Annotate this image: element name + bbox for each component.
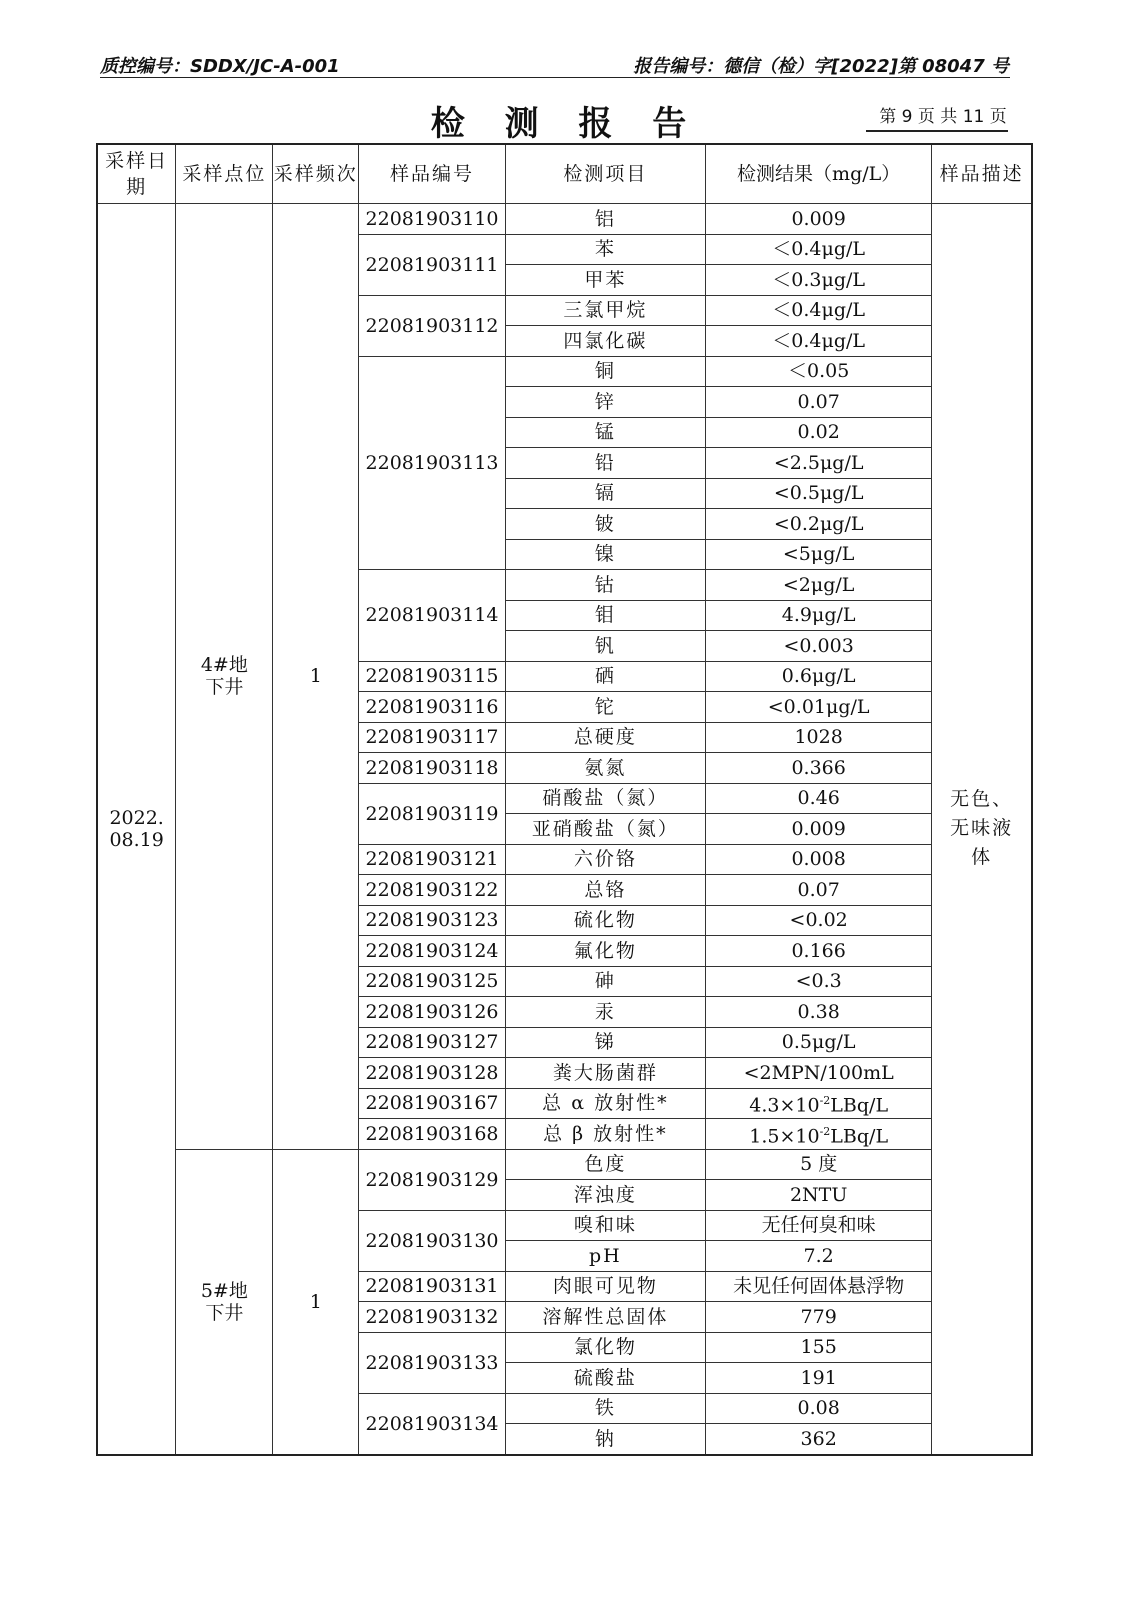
sample-id: 22081903119 [359, 783, 506, 844]
sampling-location: 4#地下井 [176, 204, 273, 1150]
test-result: <2μg/L [705, 570, 931, 601]
table-row [97, 204, 1032, 235]
test-result: ＜0.4μg/L [705, 295, 931, 326]
test-item: 氯化物 [505, 1332, 705, 1363]
test-item: 粪大肠菌群 [505, 1058, 705, 1089]
sample-id: 22081903111 [359, 234, 506, 295]
test-result: 2NTU [705, 1180, 931, 1211]
header-description: 样品描述 [932, 144, 1032, 204]
sample-id: 22081903123 [359, 905, 506, 936]
test-item: 铜 [505, 356, 705, 387]
test-item: 溶解性总固体 [505, 1302, 705, 1333]
test-result: 0.08 [705, 1393, 931, 1424]
test-result: ＜0.05 [705, 356, 931, 387]
test-item: 色度 [505, 1149, 705, 1180]
test-item: 肉眼可见物 [505, 1271, 705, 1302]
test-item: 硫酸盐 [505, 1363, 705, 1394]
sampling-frequency: 1 [273, 1149, 359, 1455]
test-result [705, 1119, 931, 1150]
sample-id: 22081903122 [359, 875, 506, 906]
test-item: 氨氮 [505, 753, 705, 784]
test-item: 硫化物 [505, 905, 705, 936]
sampling-location: 5#地下井 [176, 1149, 273, 1455]
sample-id: 22081903124 [359, 936, 506, 967]
page-title: 检 测 报 告 [430, 104, 701, 144]
page-indicator-underline [866, 130, 1008, 132]
test-result: 0.366 [705, 753, 931, 784]
sampling-date: 2022.08.19 [97, 204, 176, 1455]
test-result: 362 [705, 1424, 931, 1455]
header-date: 采样日期 [97, 144, 176, 204]
test-item: 砷 [505, 966, 705, 997]
header-divider [100, 77, 1010, 78]
sample-id: 22081903132 [359, 1302, 506, 1333]
test-item: 钒 [505, 631, 705, 662]
test-result: <0.5μg/L [705, 478, 931, 509]
result-base: 1.5×10 [749, 1124, 820, 1147]
test-result: 0.008 [705, 844, 931, 875]
test-result: <2MPN/100mL [705, 1058, 931, 1089]
test-result: 5 度 [705, 1149, 931, 1180]
test-result: 0.009 [705, 204, 931, 235]
test-item: 硒 [505, 661, 705, 692]
sample-id: 22081903167 [359, 1088, 506, 1119]
sample-id: 22081903121 [359, 844, 506, 875]
sample-id: 22081903116 [359, 692, 506, 723]
report-number: 报告编号：德信（检）字[2022]第 08047 号 [633, 56, 1009, 77]
sample-id: 22081903127 [359, 1027, 506, 1058]
test-item: 嗅和味 [505, 1210, 705, 1241]
table-header-row [97, 144, 1032, 204]
test-item: 钴 [505, 570, 705, 601]
page-indicator: 第 9 页 共 11 页 [879, 107, 1007, 127]
test-result: 0.166 [705, 936, 931, 967]
test-result: ＜0.4μg/L [705, 326, 931, 357]
sample-id: 22081903115 [359, 661, 506, 692]
test-item: 铅 [505, 448, 705, 479]
test-result: 无任何臭和味 [705, 1210, 931, 1241]
test-item: 锰 [505, 417, 705, 448]
test-item: 苯 [505, 234, 705, 265]
result-base: 4.3×10 [749, 1094, 820, 1117]
test-result [705, 1088, 931, 1119]
test-item: 铝 [505, 204, 705, 235]
test-item: 浑浊度 [505, 1180, 705, 1211]
sample-id: 22081903130 [359, 1210, 506, 1271]
test-item: 亚硝酸盐（氮） [505, 814, 705, 845]
header-item: 检测项目 [505, 144, 705, 204]
sample-id: 22081903126 [359, 997, 506, 1028]
sample-id: 22081903168 [359, 1119, 506, 1150]
test-result: <0.01μg/L [705, 692, 931, 723]
sample-id: 22081903125 [359, 966, 506, 997]
sample-id: 22081903114 [359, 570, 506, 662]
test-item: 镉 [505, 478, 705, 509]
test-result: 0.009 [705, 814, 931, 845]
test-result: 1028 [705, 722, 931, 753]
test-result: 779 [705, 1302, 931, 1333]
result-exponent: -2 [819, 1094, 831, 1108]
sample-id: 22081903118 [359, 753, 506, 784]
table-body [97, 204, 1032, 1455]
sample-id: 22081903133 [359, 1332, 506, 1393]
test-result: ＜0.3μg/L [705, 265, 931, 296]
test-item: 硝酸盐（氮） [505, 783, 705, 814]
test-item: 甲苯 [505, 265, 705, 296]
test-item: 钠 [505, 1424, 705, 1455]
result-exponent: -2 [819, 1124, 831, 1138]
test-result: <0.003 [705, 631, 931, 662]
sampling-frequency: 1 [273, 204, 359, 1150]
test-item: 镍 [505, 539, 705, 570]
test-result: <0.3 [705, 966, 931, 997]
test-item: 总硬度 [505, 722, 705, 753]
header-frequency: 采样频次 [273, 144, 359, 204]
sample-id: 22081903113 [359, 356, 506, 570]
sample-id: 22081903134 [359, 1393, 506, 1455]
header-result: 检测结果（mg/L） [705, 144, 931, 204]
test-item: 铁 [505, 1393, 705, 1424]
results-table [96, 143, 1033, 1456]
qc-number: 质控编号：SDDX/JC-A-001 [100, 56, 340, 77]
test-result: <5μg/L [705, 539, 931, 570]
sample-id: 22081903112 [359, 295, 506, 356]
test-item: 六价铬 [505, 844, 705, 875]
test-item: 总铬 [505, 875, 705, 906]
test-item: 总 β 放射性* [505, 1119, 705, 1150]
header-sample-id: 样品编号 [359, 144, 506, 204]
test-item: 氟化物 [505, 936, 705, 967]
test-result: <2.5μg/L [705, 448, 931, 479]
test-result: 0.6μg/L [705, 661, 931, 692]
test-item: 三氯甲烷 [505, 295, 705, 326]
test-item: 锑 [505, 1027, 705, 1058]
test-result: <0.2μg/L [705, 509, 931, 540]
result-unit: LBq/L [830, 1094, 889, 1117]
test-result: 155 [705, 1332, 931, 1363]
test-result: 未见任何固体悬浮物 [705, 1271, 931, 1302]
test-result: 0.07 [705, 875, 931, 906]
test-result: ＜0.4μg/L [705, 234, 931, 265]
sample-id: 22081903129 [359, 1149, 506, 1210]
test-result: 0.38 [705, 997, 931, 1028]
test-result: 0.02 [705, 417, 931, 448]
test-item: 锌 [505, 387, 705, 418]
test-item: pH [505, 1241, 705, 1272]
test-item: 汞 [505, 997, 705, 1028]
sample-id: 22081903110 [359, 204, 506, 235]
test-item: 铊 [505, 692, 705, 723]
test-item: 铍 [505, 509, 705, 540]
test-result: 0.46 [705, 783, 931, 814]
sample-description: 无色、无味液体 [932, 204, 1032, 1455]
test-result: 191 [705, 1363, 931, 1394]
sample-id: 22081903117 [359, 722, 506, 753]
test-item: 钼 [505, 600, 705, 631]
test-item: 四氯化碳 [505, 326, 705, 357]
test-result: 4.9μg/L [705, 600, 931, 631]
sample-id: 22081903128 [359, 1058, 506, 1089]
header-location: 采样点位 [176, 144, 273, 204]
table-row [97, 1149, 1032, 1180]
sample-id: 22081903131 [359, 1271, 506, 1302]
test-result: 7.2 [705, 1241, 931, 1272]
test-item: 总 α 放射性* [505, 1088, 705, 1119]
test-result: <0.02 [705, 905, 931, 936]
test-result: 0.07 [705, 387, 931, 418]
result-unit: LBq/L [830, 1124, 889, 1147]
test-result: 0.5μg/L [705, 1027, 931, 1058]
